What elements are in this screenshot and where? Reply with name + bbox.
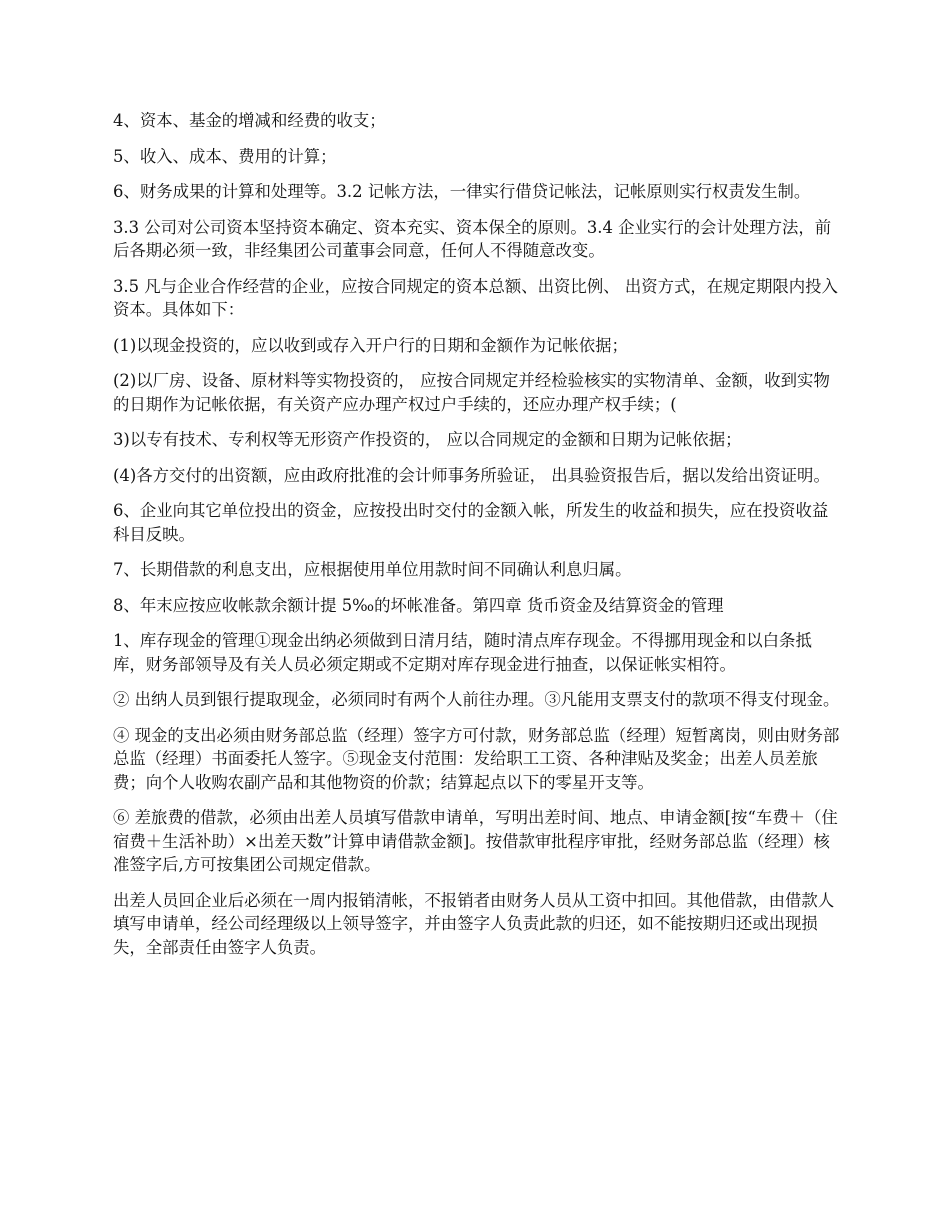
paragraph: ⑥ 差旅费的借款，必须由出差人员填写借款申请单，写明出差时间、地点、申请金额[按“车费＋（住宿费＋生活补助）×出差天数”计算申请借款金额]。按借款审批程序审批，经财务部总监（经理）核准签字后,方可按集团公司规定借款。 <box>113 808 838 874</box>
paragraph: 出差人员回企业后必须在一周内报销清帐，不报销者由财务人员从工资中扣回。其他借款，由借款人填写申请单，经公司经理级以上领导签字，并由签字人负责此款的归还，如不能按期归还或出现损失，全部责任由签字人负责。 <box>113 890 835 957</box>
paragraph: 6、企业向其它单位投出的资金，应按投出时交付的金额入帐，所发生的收益和损失，应在投资收益科目反映。 <box>113 501 829 544</box>
paragraph: (4)各方交付的出资额，应由政府批准的会计师事务所验证， 出具验资报告后，据以发给出资证明。 <box>113 465 830 485</box>
paragraph: 4、资本、基金的增减和经费的收支； <box>113 111 386 130</box>
paragraph: 8、年末应按应收帐款余额计提 5‰的坏帐准备。第四章 货币资金及结算资金的管理 <box>113 595 724 615</box>
paragraph: 3.5 凡与企业合作经营的企业，应按合同规定的资本总额、出资比例、 出资方式，在规定期限内投入资本。具体如下： <box>113 276 838 319</box>
paragraph: (2)以厂房、设备、原材料等实物投资的， 应按合同规定并经检验核实的实物清单、金额，收到实物的日期作为记帐依据，有关资产应办理产权过户手续的，还应办理产权手续；( <box>113 371 830 414</box>
paragraph: 3.3 公司对公司资本坚持资本确定、资本充实、资本保全的原则。3.4 企业实行的会计处理方法，前后各期必须一致，非经集团公司董事会同意，任何人不得随意改变。 <box>113 217 832 260</box>
paragraph: 3)以专有技术、专利权等无形资产作投资的， 应以合同规定的金额和日期为记帐依据； <box>113 430 742 449</box>
paragraph: 1、库存现金的管理①现金出纳必须做到日清月结，随时清点库存现金。不得挪用现金和以白条抵库，财务部领导及有关人员必须定期或不定期对库存现金进行抽查，以保证帐实相符。 <box>113 631 812 674</box>
paragraph: 6、财务成果的计算和处理等。3.2 记帐方法，一律实行借贷记帐法，记帐原则实行权责发生制。 <box>113 182 811 201</box>
paragraph: ④ 现金的支出必须由财务部总监（经理）签字方可付款，财务部总监（经理）短暂离岗，则由财务部总监（经理）书面委托人签字。⑤现金支付范围：发给职工工资、各种津贴及奖金；出差人员差旅费；向个人收购农副产品和其他物资的价款；结算起点以下的零星开支等。 <box>113 725 840 792</box>
paragraph: 5、收入、成本、费用的计算； <box>113 146 337 166</box>
paragraph: ② 出纳人员到银行提取现金，必须同时有两个人前往办理。③凡能用支票支付的款项不得支付现金。 <box>113 690 840 709</box>
document-body <box>113 109 843 971</box>
paragraph: 7、长期借款的利息支出，应根据使用单位用款时间不同确认利息归属。 <box>113 560 632 579</box>
paragraph: (1)以现金投资的，应以收到或存入开户行的日期和金额作为记帐依据； <box>113 335 628 355</box>
